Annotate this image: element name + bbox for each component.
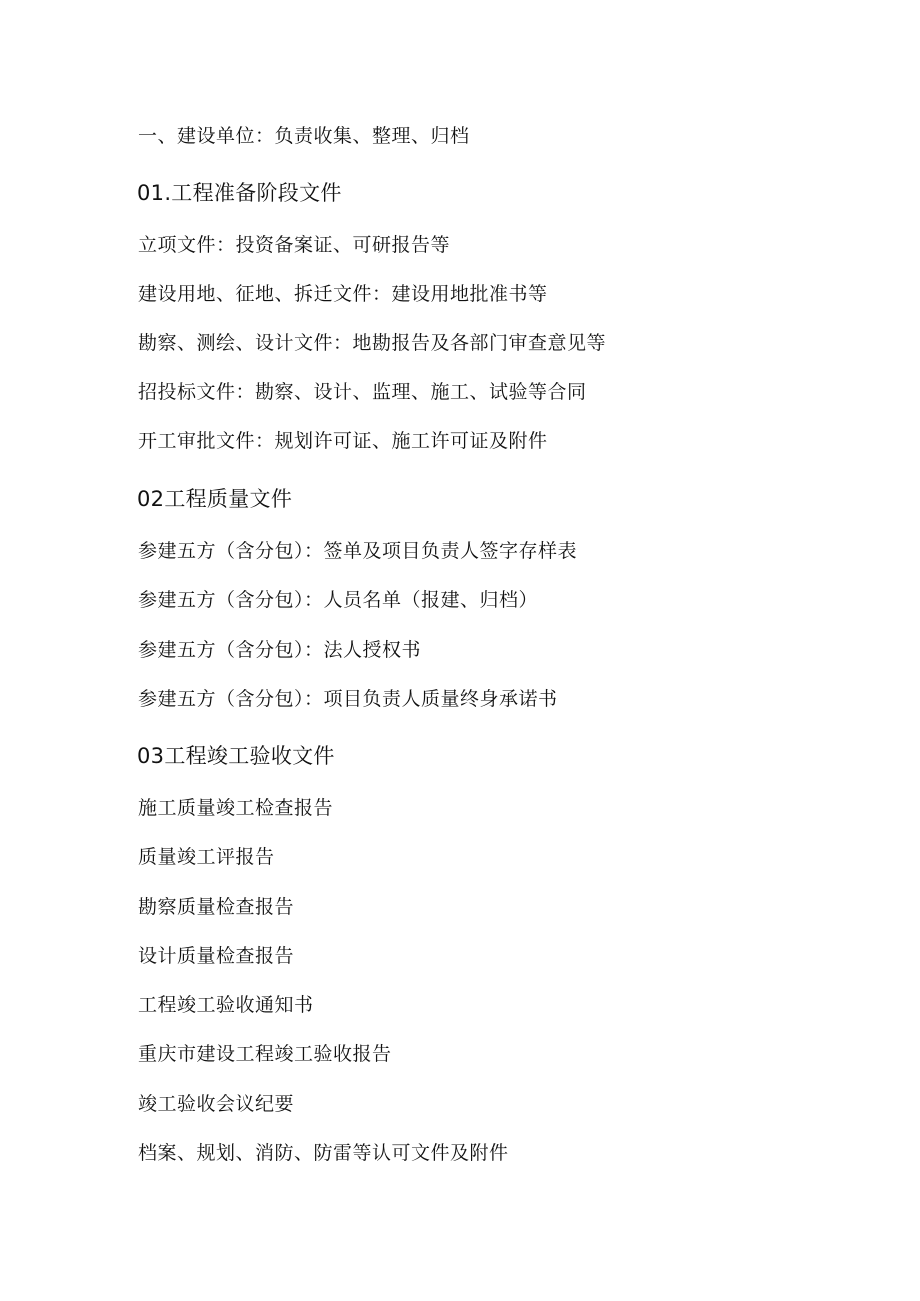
list-item: 质量竣工评报告 [138, 846, 275, 868]
section-heading-preparation: 01.工程准备阶段文件 [137, 181, 342, 205]
list-item: 立项文件：投资备案证、可研报告等 [138, 234, 451, 256]
list-item: 重庆市建设工程竣工验收报告 [138, 1043, 392, 1065]
list-item: 档案、规划、消防、防雷等认可文件及附件 [138, 1142, 509, 1164]
list-item: 勘察、测绘、设计文件：地勘报告及各部门审查意见等 [138, 332, 607, 354]
list-item: 参建五方（含分包）：签单及项目负责人签字存样表 [138, 540, 578, 562]
intro-line: 一、建设单位：负责收集、整理、归档 [138, 125, 470, 147]
section-heading-acceptance: 03工程竣工验收文件 [137, 744, 335, 768]
list-item: 设计质量检查报告 [138, 945, 295, 967]
list-item: 勘察质量检查报告 [138, 896, 295, 918]
list-item: 工程竣工验收通知书 [138, 994, 314, 1016]
section-heading-quality: 02工程质量文件 [137, 487, 293, 511]
list-item: 招投标文件：勘察、设计、监理、施工、试验等合同 [138, 381, 587, 403]
list-item: 开工审批文件：规划许可证、施工许可证及附件 [138, 430, 548, 452]
list-item: 建设用地、征地、拆迁文件：建设用地批准书等 [138, 283, 548, 305]
list-item: 施工质量竣工检查报告 [138, 797, 334, 819]
list-item: 参建五方（含分包）：人员名单（报建、归档） [138, 589, 539, 611]
list-item: 参建五方（含分包）：项目负责人质量终身承诺书 [138, 688, 558, 710]
list-item: 参建五方（含分包）：法人授权书 [138, 639, 422, 661]
list-item: 竣工验收会议纪要 [138, 1093, 295, 1115]
